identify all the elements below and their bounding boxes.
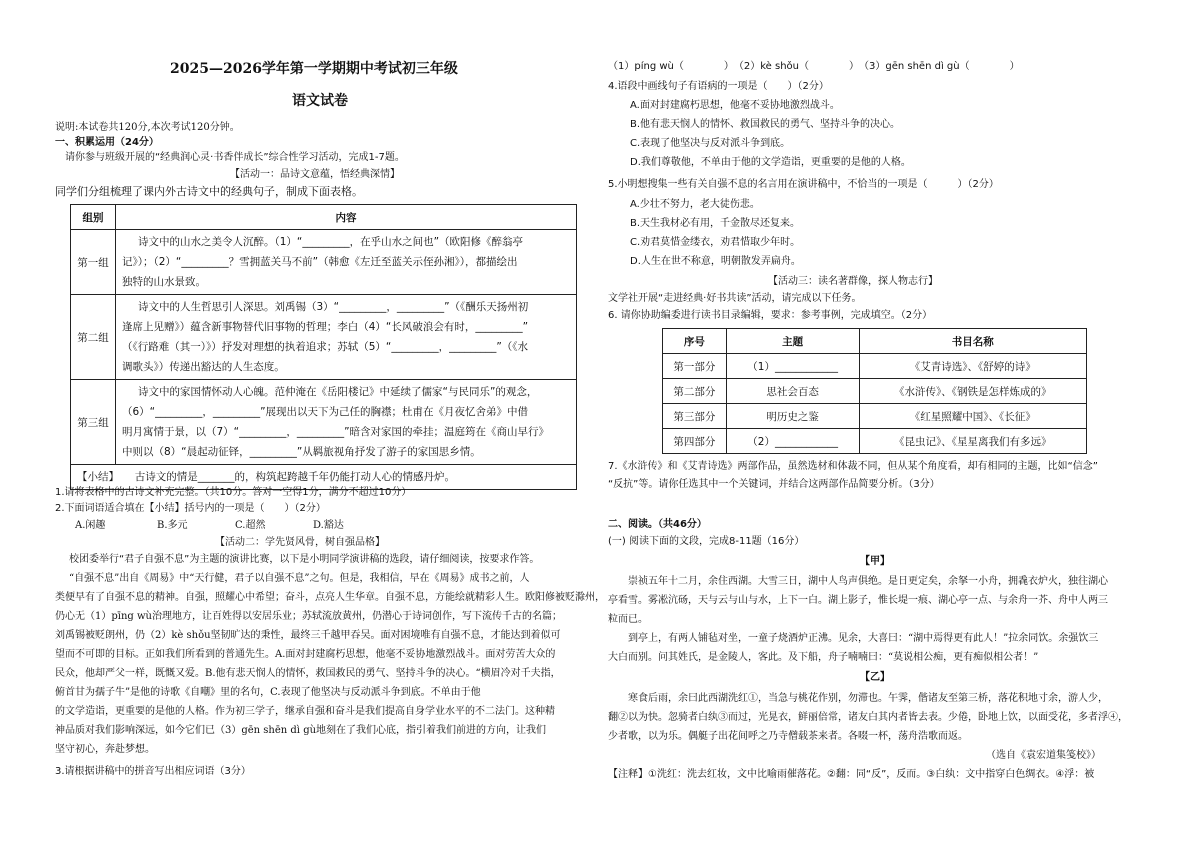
content-cell — [116, 230, 577, 295]
speech-line: 仍心无（1）pīng wù治理地方，让百姓得以安居乐业；苏轼流放黄州，仍潜心于诗词创作，写下流传千古的名篇； — [55, 611, 562, 622]
cell-line: （《行路难（其一）》）抒发对理想的执着追求；苏轼（5）“_________，_________”（《水 — [122, 341, 529, 353]
question-3: 3.请根据讲稿中的拼音写出相应词语（3分） — [55, 766, 251, 777]
question-1: 1.请将表格中的古诗文补充完整。（共10分。答对一空得1分，满分不超过10分） — [55, 487, 412, 498]
table-cell: 《水浒传》、《钢铁是怎样炼成的》 — [859, 379, 1086, 404]
table-row — [663, 354, 1087, 379]
table-cell: 第二部分 — [663, 379, 727, 404]
passage-jia-line: 亭看雪。雾凇沆砀，天与云与山与水，上下一白。湖上影子，惟长堤一痕、湖心亭一点、与余舟一芥、舟中人两三 — [608, 595, 1108, 606]
cell-line: 诗文中的人生哲思引人深思。刘禹锡（3）“_________，_________”（《酬乐天扬州初 — [138, 301, 529, 313]
table-header: 组别 — [71, 205, 116, 230]
cell-line: 明月寓情于景，以（7）“_________，_________”暗含对家国的牵挂；温庭筠在《商山早行》 — [122, 426, 550, 438]
passage-jia-line: 到亭上，有两人铺毡对坐，一童子烧酒炉正沸。见余，大喜曰：“湖中焉得更有此人！”拉余同饮。余强饮三 — [628, 633, 1099, 644]
q5-option: C.劝君莫惜金缕衣，劝君惜取少年时。 — [630, 237, 801, 248]
table-header: 内容 — [116, 205, 577, 230]
reading-list-table — [662, 328, 1087, 454]
cell-line: 记》）；（2）“_________？雪拥蓝关马不前”（韩愈《左迁至蓝关示侄孙湘》），都描绘出 — [122, 256, 518, 268]
speech-line: 坚守初心，奔赴梦想。 — [55, 744, 155, 755]
question-7-line: “反抗”等。请你任选其中一个关键词，并结合这两部作品简要分析。（3分） — [608, 479, 940, 490]
q2-option: D.豁达 — [313, 520, 344, 531]
passage-jia-line: 大白而别。问其姓氏，是金陵人，客此。及下船，舟子喃喃曰：“莫说相公痴，更有痴似相公者！” — [608, 652, 1039, 663]
passage-jia-line: 粒而已。 — [608, 614, 648, 625]
q5-option: D.人生在世不称意，明朝散发弄扁舟。 — [630, 256, 801, 267]
question-7-line: 7.《水浒传》和《艾青诗选》两部作品，虽然选材和体裁不同，但从某个角度看，却有相同的主题，比如“信念” — [608, 461, 1098, 472]
table-cell: 《红星照耀中国》、《长征》 — [859, 404, 1086, 429]
passage-jia-line: 崇祯五年十二月，余住西湖。大雪三日，湖中人鸟声俱绝。是日更定矣，余拏一小舟，拥毳衣炉火，独往湖心 — [628, 576, 1108, 587]
speech-line: 望而不可即的目标。正如我们所看到的普通先生。A.面对封建腐朽思想，他毫不妥协地激烈战斗。面对劳苦大众的 — [55, 649, 556, 660]
exam-note: 说明:本试卷共120分,本次考试120分钟。 — [55, 122, 240, 133]
table-header: 书目名称 — [859, 329, 1086, 354]
speech-line: 俯首甘为孺子牛”是他的诗歌《自嘲》里的名句，C.表现了他坚决与反动派斗争到底。不单由于他 — [55, 687, 481, 698]
exam-title: 2025—2026学年第一学期期中考试初三年级 — [170, 61, 458, 77]
table-row — [663, 429, 1087, 454]
poetry-table — [70, 204, 577, 490]
passage-yi-line: 少者歌，以为乐。偶艇子出花间呼之乃寺僧载茶来者。各啜一杯，荡舟浩歌而返。 — [608, 731, 968, 742]
passage-yi-label: 【乙】 — [860, 672, 890, 683]
passage-notes: 【注释】①洗红：洗去红妆，文中比喻雨催落花。②翻：同“反”，反而。③白纨：文中指穿白色绸衣。④浮：被 — [608, 769, 1095, 780]
q4-option: C.表现了他坚决与反对派斗争到底。 — [630, 138, 791, 149]
q4-option: A.面对封建腐朽思想，他毫不妥协地激烈战斗。 — [630, 100, 840, 111]
activity3-intro: 文学社开展“走进经典·好书共读”活动，请完成以下任务。 — [608, 293, 862, 304]
content-cell — [116, 295, 577, 380]
table-cell: 第一部分 — [663, 354, 727, 379]
table-cell: （1）____________ — [726, 354, 859, 379]
table-header-row — [663, 329, 1087, 354]
passage-jia-label: 【甲】 — [860, 556, 890, 567]
q4-option: D.我们尊敬他，不单由于他的文学造诣，更重要的是他的人格。 — [630, 157, 911, 168]
group-cell: 第二组 — [71, 295, 116, 380]
q5-option: A.少壮不努力，老大徒伤悲。 — [630, 199, 760, 210]
cell-line: 调歌头》）传递出豁达的人生态度。 — [122, 361, 285, 373]
right-column — [608, 0, 1148, 849]
question-2: 2.下面词语适合填在【小结】括号内的一项是（ ）（2分） — [55, 503, 326, 514]
activity2-heading: 【活动二：学先贤风骨，树自强品格】 — [215, 537, 385, 548]
table-row — [663, 404, 1087, 429]
table-cell: 《艾青诗选》、《舒婷的诗》 — [859, 354, 1086, 379]
section1-intro: 请你参与班级开展的“经典润心灵·书香伴成长”综合性学习活动，完成1-7题。 — [65, 152, 405, 163]
table-header: 主题 — [726, 329, 859, 354]
table-row — [71, 230, 577, 295]
table-cell: 《昆虫记》、《星星离我们有多远》 — [859, 429, 1086, 454]
table-header: 序号 — [663, 329, 727, 354]
table-header-row — [71, 205, 577, 230]
pinyin-answer-line: （1）píng wù（ ） （2）kè shǒu（ ） （3）gēn shēn dì gù（ ） — [608, 61, 1020, 72]
content-cell — [116, 380, 577, 465]
speech-line: 神品质对我们影响深远，如今它们已（3）gēn shēn dì gù地刻在了我们心底，指引着我们前进的方向，让我们 — [55, 725, 547, 736]
section1-heading: 一、积累运用（24分） — [55, 137, 159, 148]
passage-yi-line: 寒食后雨，余曰此西湖洗红①，当急与桃花作别，勿滞也。午霁，偕诸友至第三桥，落花积地寸余，游人少， — [628, 693, 1108, 704]
table-cell: 第四部分 — [663, 429, 727, 454]
cell-line: 诗文中的山水之美令人沉醉。（1）“_________，在乎山水之间也”（欧阳修《醉翁亭 — [138, 236, 524, 248]
group-cell: 第一组 — [71, 230, 116, 295]
passage-intro: (一) 阅读下面的文段，完成8-11题（16分） — [608, 536, 805, 547]
cell-line: 诗文中的家国情怀动人心魄。范仲淹在《岳阳楼记》中延续了儒家“与民同乐”的观念， — [138, 386, 538, 398]
table-row — [71, 380, 577, 465]
speech-line: 刘禹锡被贬朗州，仍（2）kè shǒu坚韧旷达的秉性，最终三千越甲吞吴。面对困境唯有自强不息，才能达到着似可 — [55, 630, 561, 641]
question-5: 5.小明想搜集一些有关自强不息的名言用在演讲稿中，不恰当的一项是（ ）（2分） — [608, 179, 999, 190]
speech-intro: 校团委举行“君子自强不息”为主题的演讲比赛，以下是小明同学演讲稿的选段，请仔细阅读，按要求作答。 — [69, 554, 540, 565]
question-4: 4.语段中画线句子有语病的一项是（ ）（2分） — [608, 81, 829, 92]
q2-option: C.超然 — [235, 520, 266, 531]
cell-line: 独特的山水景致。 — [122, 276, 206, 288]
question-6: 6. 请你协助编委进行读书目录编辑，要求：参考事例，完成填空。（2分） — [608, 310, 933, 321]
table-cell: （2）____________ — [726, 429, 859, 454]
cell-line: （6）“_________，_________”展现出以天下为己任的胸襟；杜甫在《月夜忆舍弟》中借 — [122, 406, 529, 418]
summary-cell: 【小结】 古诗文的情是_______的，构筑起跨越千年仍能打动人心的情感丹炉。 — [71, 465, 577, 490]
q2-option: A.闲趣 — [75, 520, 106, 531]
cell-line: 逢席上见赠》）蕴含新事物替代旧事物的哲理；李白（4）“长风破浪会有时，_________” — [122, 321, 529, 333]
table-cell: 明历史之鉴 — [726, 404, 859, 429]
activity3-heading: 【活动三：读名著群像，探人物志行】 — [768, 276, 938, 287]
exam-subtitle: 语文试卷 — [292, 93, 348, 109]
speech-line: 民众，他却严父一样，既慨又爱。B.他有悲天悯人的情怀，救国救民的勇气、坚持斗争的决心。“横眉冷对千夫指， — [55, 668, 561, 679]
table-intro: 同学们分组梳理了课内外古诗文中的经典句子，制成下面表格。 — [55, 185, 363, 198]
group-cell: 第三组 — [71, 380, 116, 465]
section2-heading: 二、阅读。（共46分） — [608, 519, 707, 530]
speech-line: 的文学造诣，更重要的是他的人格。作为初三学子，继承自强和奋斗是我们提高自身学业水平的不二法门。这种精 — [55, 706, 555, 717]
passage-yi-line: 翻②以为快。忽骑者白纨③而过，光晃衣，鲜丽倍常，诸友白其内者皆去表。少倦，卧地上饮，以面受花，多者浮④， — [608, 712, 1128, 723]
table-row — [71, 465, 577, 490]
q5-option: B.天生我材必有用，千金散尽还复来。 — [630, 218, 801, 229]
cell-line: 中则以（8）“晨起动征铎，_________”从羁旅视角抒发了游子的家国思乡情。 — [122, 446, 481, 458]
activity1-heading: 【活动一：品诗文意蕴，悟经典深情】 — [230, 169, 400, 180]
table-row — [71, 295, 577, 380]
q2-option: B.多元 — [157, 520, 188, 531]
table-cell: 第三部分 — [663, 404, 727, 429]
table-row — [663, 379, 1087, 404]
table-cell: 思社会百态 — [726, 379, 859, 404]
speech-line: “自强不息”出自《周易》中“天行健，君子以自强不息”之句。但是，我相信，早在《周易》成书之前，人 — [69, 573, 530, 584]
speech-line: 类便早有了自强不息的精神。自强，照耀心中希望；奋斗，点亮人生华章。自强不息，方能绘就精彩人生。欧阳修被贬滁州， — [55, 592, 605, 603]
q4-option: B.他有悲天悯人的情怀、救国救民的勇气、坚持斗争的决心。 — [630, 119, 901, 130]
left-column — [55, 0, 605, 849]
passage-source: （选自《袁宏道集笺校》） — [986, 750, 1101, 761]
